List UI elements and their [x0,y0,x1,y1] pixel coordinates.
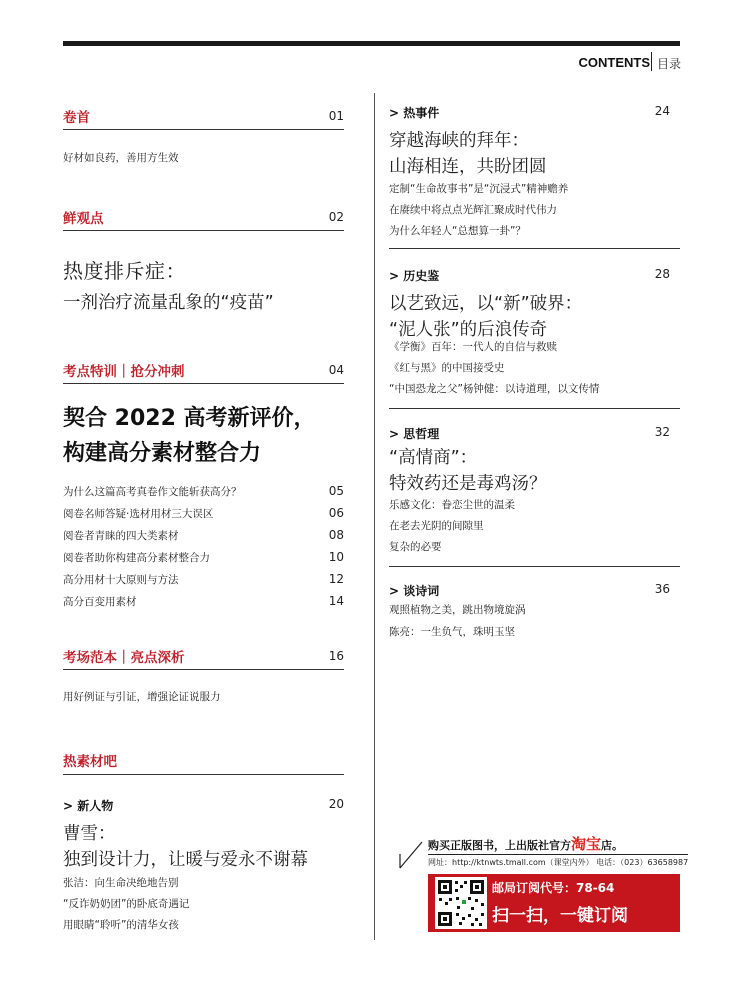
qr-code-icon[interactable] [435,877,487,929]
toc-entry[interactable]: 张洁：向生命决绝地告别 [63,877,179,889]
article-title-line2[interactable]: 山海相连，共盼团圆 [389,157,547,177]
article-title-line2[interactable]: 特效药还是毒鸡汤？ [389,474,547,494]
toc-entry[interactable]: 为什么年轻人“总想算一卦”？ [389,225,526,237]
article-title-line2[interactable]: 独到设计力，让暖与爱永不谢幕 [63,850,308,870]
toc-entry[interactable]: 《学衡》百年：一代人的自信与救赎 [389,341,557,353]
contents-label: CONTENTS [578,55,650,70]
postal-subscription-code: 邮局订阅代号：78-64 [492,881,615,895]
section-rule [389,248,680,249]
page-number: 20 [328,797,344,811]
page-number: 04 [328,363,344,377]
taobao-logo: 淘宝 [571,835,602,853]
page-number: 36 [654,582,670,596]
contents-label-cn: 目录 [657,57,682,71]
article-title-line2[interactable]: 一剂治疗流量乱象的“疫苗” [63,293,274,313]
page-number: 02 [328,210,344,224]
toc-entry[interactable]: 阅卷名师答疑·选材用材三大误区 [63,508,214,520]
page-number: 01 [328,109,344,123]
headline-line2[interactable]: 构建高分素材整合力 [63,441,262,466]
top-rule [63,41,680,46]
headline-line1[interactable]: 契合 2022 高考新评价， [63,406,316,431]
toc-entry[interactable]: 在老去光阴的间隙里 [389,520,484,532]
page-number: 16 [328,649,344,663]
toc-entry[interactable]: 《红与黑》的中国接受史 [389,362,505,374]
toc-entry[interactable]: 观照植物之美，跳出物境旋涡 [389,604,526,616]
slash-decoration [398,840,424,870]
article-title-line1[interactable]: 曹雪： [63,824,116,844]
article-title-line1[interactable]: 穿越海峡的拜年： [389,131,529,151]
section-rule [63,383,344,384]
buy-notice[interactable]: 购买正版图书，上出版社官方淘宝店。 [428,835,624,853]
section-title-preface[interactable]: 卷首 [63,110,90,126]
toc-entry[interactable]: 用好例证与引证，增强论证说服力 [63,691,221,703]
toc-entry[interactable]: 为什么这篇高考真卷作文能斩获高分？ [63,486,242,498]
category-new-people[interactable]: > 新人物 [63,799,114,813]
page-number: 24 [654,104,670,118]
toc-entry[interactable]: 乐感文化：眷恋尘世的温柔 [389,499,515,511]
section-title-exam-training[interactable]: 考点特训｜抢分冲刺 [63,364,185,380]
section-rule [389,566,680,567]
toc-entry[interactable]: 阅卷者助你构建高分素材整合力 [63,552,210,564]
page-number: 05 [328,484,344,498]
toc-entry[interactable]: 在赓续中将点点光辉汇聚成时代伟力 [389,204,557,216]
toc-entry[interactable]: 复杂的必要 [389,541,442,553]
page-number: 08 [328,528,344,542]
section-title-hot-materials[interactable]: 热素材吧 [63,754,117,770]
toc-entry[interactable]: 高分百变用素材 [63,596,137,608]
page-number: 06 [328,506,344,520]
toc-entry[interactable]: 用眼睛“聆听”的清华女孩 [63,919,179,931]
contents-separator [651,52,652,71]
column-divider [374,93,375,940]
toc-entry[interactable]: 好材如良药，善用方生效 [63,152,179,164]
page-number: 14 [328,594,344,608]
section-rule [63,669,344,670]
page-number: 12 [328,572,344,586]
category-history[interactable]: > 历史鉴 [389,269,440,283]
toc-entry[interactable]: 陈亮：一生负气，珠明玉坚 [389,626,515,638]
contact-address: 网址：http://ktnwts.tmall.com（课堂内外） 电话：（023）63658987 [428,854,688,868]
section-rule [63,230,344,231]
toc-entry[interactable]: “反诈奶奶团”的卧底奇遇记 [63,898,190,910]
section-rule [389,408,680,409]
section-title-viewpoint[interactable]: 鲜观点 [63,211,104,227]
page-number: 28 [654,267,670,281]
toc-entry[interactable]: 高分用材十大原则与方法 [63,574,179,586]
section-title-model-essays[interactable]: 考场范本｜亮点深析 [63,650,185,666]
page-number: 10 [328,550,344,564]
toc-entry[interactable]: 阅卷者青睐的四大类素材 [63,530,179,542]
article-title-line2[interactable]: “泥人张”的后浪传奇 [389,320,548,340]
article-title-line1[interactable]: “高情商”： [389,448,478,468]
category-hot-events[interactable]: > 热事件 [389,106,440,120]
toc-entry[interactable]: 定制“生命故事书”是“沉浸式”精神赡养 [389,183,569,195]
section-rule [63,129,344,130]
section-rule [63,774,344,775]
article-title-line1[interactable]: 以艺致远，以“新”破界： [389,294,583,314]
toc-entry[interactable]: “中国恐龙之父”杨钟健：以诗道理，以文传情 [389,383,600,395]
article-title-line1[interactable]: 热度排斥症： [63,259,186,283]
scan-to-subscribe: 扫一扫，一键订阅 [492,906,628,926]
page-number: 32 [654,425,670,439]
category-philosophy[interactable]: > 思哲理 [389,427,440,441]
category-poetry[interactable]: > 谈诗词 [389,584,440,598]
